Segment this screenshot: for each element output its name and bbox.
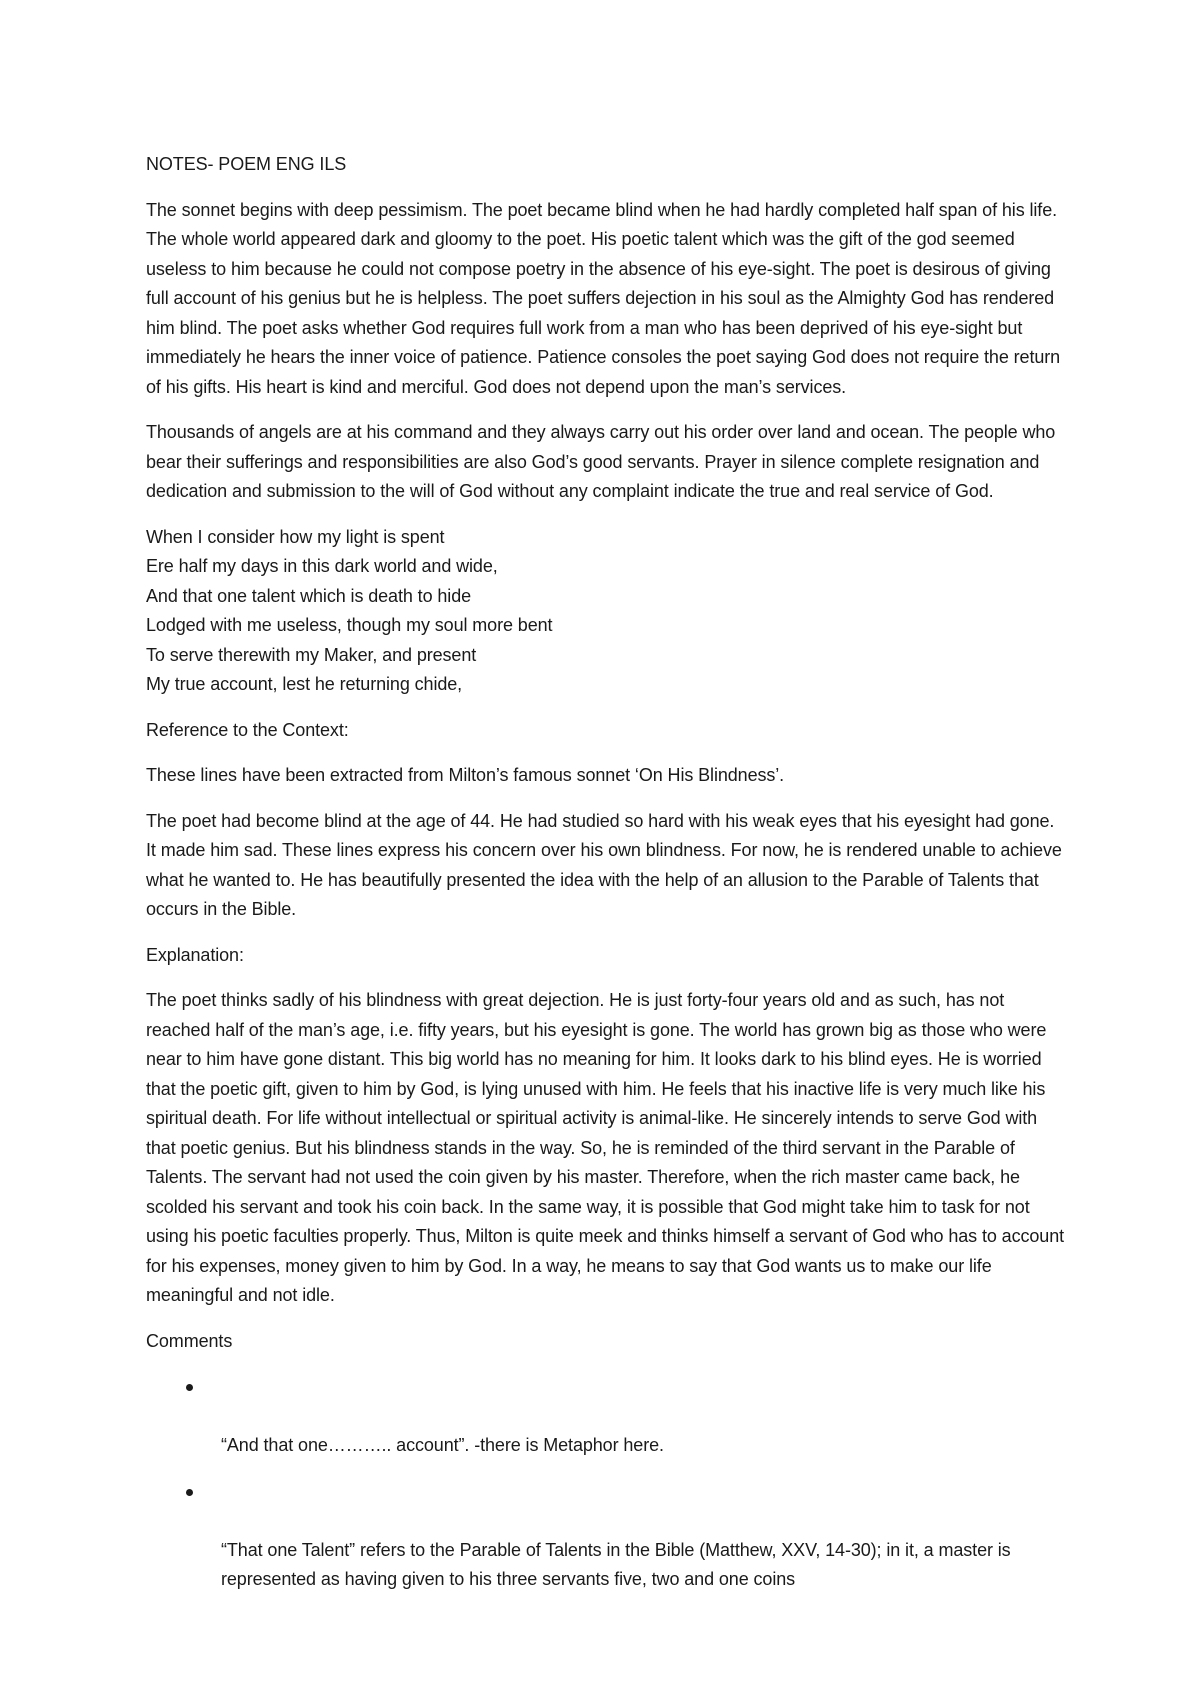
reference-line: These lines have been extracted from Milton’s famous sonnet ‘On His Blindness’. (146, 765, 785, 785)
comments-heading: Comments (146, 1330, 233, 1351)
reference-heading: Reference to the Context: (146, 719, 349, 740)
document-title: NOTES- POEM ENG ILS (146, 154, 347, 174)
bullet-icon (186, 1384, 193, 1391)
intro-paragraph: The sonnet begins with deep pessimism. The poet became blind when he had hardly completed half span of his life. The whole world appeared dark and gloomy to the poet. His poetic talent which was the gift of the god seemed useless to him because he could not compose poetry in the absence of his eye-sight. The poet is desirous of giving full account of his genius but he is helpless. The poet suffers dejection in his soul as the Almighty God has rendered him blind. The poet asks whether God requires full work from a man who has been deprived of his eye-sight but immediately he hears the inner voice of patience. Patience consoles the poet saying God does not require the return of his gifts. His heart is kind and merciful. God does not depend upon the man’s services. (146, 199, 1061, 397)
comment-text: “And that one……….. account”. -there is Metaphor here. (221, 1435, 664, 1455)
comment-item (146, 1372, 1066, 1461)
poem-excerpt: When I consider how my light is spent Ere half my days in this dark world and wide, And that one talent which is death to hide Lodged with me useless, though my soul more bent To serve therewith my Maker, and present My true account, lest he returning chide, (146, 526, 553, 694)
explanation-paragraph: The poet thinks sadly of his blindness with great dejection. He is just forty-four years old and as such, has not reached half of the man’s age, i.e. fifty years, but his eyesight is gone. The world has grown big as those who were near to him have gone distant. This big world has no meaning for him. It looks dark to his blind eyes. He is worried that the poetic gift, given to him by God, is lying unused with him. He feels that his inactive life is very much like his spiritual death. For life without intellectual or spiritual activity is animal-like. He sincerely intends to serve God with that poetic genius. But his blindness stands in the way. So, he is reminded of the third servant in the Parable of Talents. The servant had not used the coin given by his master. Therefore, when the rich master came back, he scolded his servant and took his coin back. In the same way, it is possible that God might take him to task for not using his poetic faculties properly. Thus, Milton is quite meek and thinks himself a servant of God who has to account for his expenses, money given to him by God. In a way, he means to say that God wants us to make our life meaningful and not idle. (146, 990, 1065, 1305)
reference-paragraph: The poet had become blind at the age of 44. He had studied so hard with his weak eyes that his eyesight had gone. It made him sad. These lines express his concern over his own blindness. For now, he is rendered unable to achieve what he wanted to. He has beautifully presented the idea with the help of an allusion to the Parable of Talents that occurs in the Bible. (146, 810, 1062, 919)
explanation-heading: Explanation: (146, 944, 244, 965)
bullet-icon (186, 1489, 193, 1496)
document-body (146, 150, 1066, 1611)
angels-paragraph: Thousands of angels are at his command and they always carry out his order over land and ocean. The people who bear their sufferings and responsibilities are also God’s good servants. Prayer in silence complete resignation and dedication and submission to the will of God without any complaint indicate the true and real service of God. (146, 422, 1056, 501)
comment-text: “That one Talent” refers to the Parable of Talents in the Bible (Matthew, XXV, 14-30); in it, a master is represented as having given to his three servants five, two and one coins (221, 1539, 1011, 1589)
comment-item (146, 1477, 1066, 1595)
comments-list (146, 1372, 1066, 1595)
